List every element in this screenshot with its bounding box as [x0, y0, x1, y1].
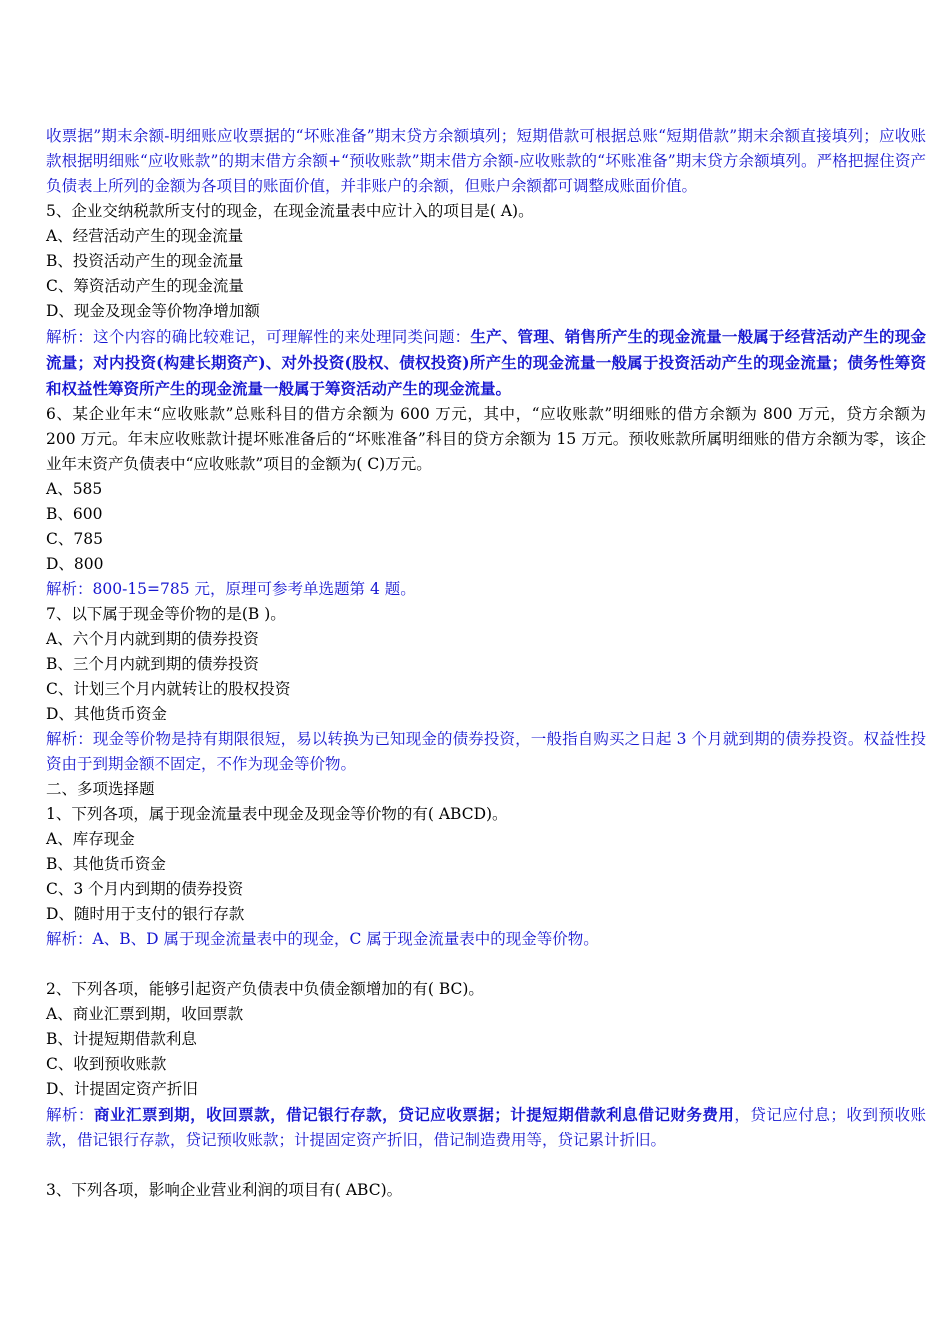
multi-question-2-option-c: C、收到预收账款 — [46, 1055, 167, 1073]
question-5-option-a: A、经营活动产生的现金流量 — [46, 227, 244, 245]
multi-question-1-option-c: C、3 个月内到期的债券投资 — [46, 880, 244, 898]
question-6-analysis: 解析：800-15=785 元，原理可参考单选题第 4 题。 — [46, 580, 416, 598]
multi-question-1-option-b: B、其他货币资金 — [46, 855, 166, 873]
blank-line — [46, 1153, 926, 1178]
question-7-analysis: 解析：现金等价物是持有期限很短，易以转换为已知现金的债券投资，一般指自购买之日起 3 个月就到期的债券投资。权益性投资由于到期金额不固定，不作为现金等价物。 — [46, 730, 926, 773]
document-page — [46, 124, 926, 1203]
multi-question-1-analysis: 解析：A、B、D 属于现金流量表中的现金，C 属于现金流量表中的现金等价物。 — [46, 930, 599, 948]
multi-question-1-stem: 1、下列各项，属于现金流量表中现金及现金等价物的有( ABCD)。 — [46, 805, 508, 823]
multi-question-1-option-a: A、库存现金 — [46, 830, 135, 848]
question-6-option-b: B、600 — [46, 505, 103, 523]
question-5-analysis-emphasis: 生产、管理、销售所产生的现金流量一般属于经营活动产生的现金流量；对内投资(构建长期资产)、对外投资(股权、债权投资)所产生的现金流量一般属于投资活动产生的现金流量；债务性筹资和权益性筹资所产生的现金流量一般属于筹资活动产生的现金流量。 — [46, 327, 926, 398]
question-7-option-a: A、六个月内就到期的债券投资 — [46, 630, 259, 648]
multi-question-2-analysis-lead: 解析： — [46, 1106, 95, 1124]
multi-question-2-analysis-emphasis: 商业汇票到期，收回票款，借记银行存款，贷记应收票据；计提短期借款利息借记财务费用 — [94, 1105, 735, 1124]
question-6-stem: 6、某企业年末“应收账款”总账科目的借方余额为 600 万元，其中，“应收账款”明细账的借方余额为 800 万元，贷方余额为 200 万元。年末应收账款计提坏账准备后的“坏账准备”科目的贷方余额为 15 万元。预收账款所属明细账的借方余额为零，该企业年末资产负债表中“应收账款”项目的金额为( C)万元。 — [46, 405, 926, 473]
question-6-option-d: D、800 — [46, 555, 104, 573]
question-6-option-a: A、585 — [46, 480, 103, 498]
blank-line — [46, 952, 926, 977]
multi-question-2-stem: 2、下列各项，能够引起资产负债表中负债金额增加的有( BC)。 — [46, 980, 484, 998]
question-5-option-b: B、投资活动产生的现金流量 — [46, 252, 244, 270]
section-heading-multiple-choice: 二、多项选择题 — [46, 780, 155, 798]
question-5-option-d: D、现金及现金等价物净增加额 — [46, 302, 260, 320]
multi-question-2-analysis — [46, 1102, 926, 1153]
intro-analysis-continuation: 收票据”期末余额-明细账应收票据的“坏账准备”期末贷方余额填列；短期借款可根据总账“短期借款”期末余额直接填列；应收账款根据明细账“应收账款”的期末借方余额+“预收账款”期末借方余额-应收账款的“坏账准备”期末贷方余额填列。严格把握住资产负债表上所列的金额为各项目的账面价值，并非账户的余额，但账户余额都可调整成账面价值。 — [46, 127, 926, 195]
multi-question-3-stem: 3、下列各项，影响企业营业利润的项目有( ABC)。 — [46, 1181, 403, 1199]
question-5-analysis-lead: 解析：这个内容的确比较难记，可理解性的来处理同类问题： — [46, 328, 471, 346]
multi-question-2-option-a: A、商业汇票到期，收回票款 — [46, 1005, 244, 1023]
question-5-stem: 5、企业交纳税款所支付的现金，在现金流量表中应计入的项目是( A)。 — [46, 202, 534, 220]
question-7-option-c: C、计划三个月内就转让的股权投资 — [46, 680, 291, 698]
question-6-option-c: C、785 — [46, 530, 103, 548]
multi-question-2-option-b: B、计提短期借款利息 — [46, 1030, 197, 1048]
multi-question-1-option-d: D、随时用于支付的银行存款 — [46, 905, 245, 923]
multi-question-2-analysis-tail: ，贷记应付息；收到预收账款，借记银行存款，贷记预收账款；计提固定资产折旧，借记制造费用等，贷记累计折旧。 — [46, 1106, 926, 1149]
question-5-option-c: C、筹资活动产生的现金流量 — [46, 277, 244, 295]
question-5-analysis — [46, 324, 926, 402]
multi-question-2-option-d: D、计提固定资产折旧 — [46, 1080, 198, 1098]
question-7-option-d: D、其他货币资金 — [46, 705, 167, 723]
question-7-option-b: B、三个月内就到期的债券投资 — [46, 655, 259, 673]
question-7-stem: 7、以下属于现金等价物的是(B )。 — [46, 605, 286, 623]
